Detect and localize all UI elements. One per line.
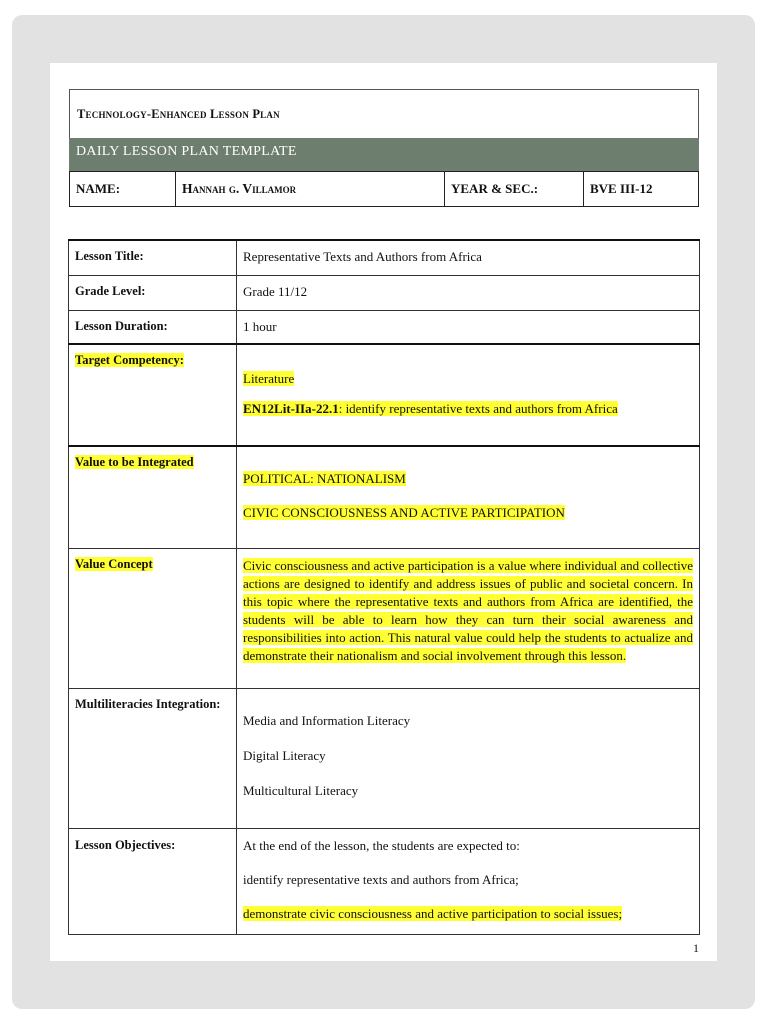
- table-row: [69, 275, 700, 310]
- list-item: Media and Information Literacy: [243, 712, 411, 728]
- grade-level-label: Grade Level:: [69, 275, 237, 310]
- objectives-label: Lesson Objectives:: [69, 828, 237, 934]
- competency-subject: Literature: [243, 371, 295, 386]
- grade-level-value: Grade 11/12: [237, 275, 700, 310]
- duration-value: 1 hour: [237, 310, 700, 344]
- name-value: Hannah g. Villamor: [176, 172, 445, 207]
- table-row: [69, 688, 700, 828]
- table-row: [69, 446, 700, 548]
- name-label: NAME:: [70, 172, 176, 207]
- lesson-table: [68, 239, 700, 935]
- value-civic: CIVIC CONSCIOUSNESS AND ACTIVE PARTICIPATION: [243, 505, 565, 520]
- table-row: [69, 240, 700, 275]
- header-box: [69, 89, 699, 207]
- lesson-title-label: Lesson Title:: [69, 240, 237, 275]
- lesson-plan-subtitle: Technology-Enhanced Lesson Plan: [69, 89, 699, 138]
- name-row: [69, 171, 699, 207]
- table-row: [69, 548, 700, 688]
- duration-label: Lesson Duration:: [69, 310, 237, 344]
- template-band: DAILY LESSON PLAN TEMPLATE: [69, 138, 699, 171]
- competency-code: EN12Lit-IIa-22.1: [243, 401, 339, 416]
- multiliteracies-label: Multiliteracies Integration:: [69, 688, 237, 828]
- year-value: BVE III-12: [584, 172, 699, 207]
- competency-label: Target Competency:: [75, 353, 184, 367]
- page-number: 1: [693, 941, 699, 955]
- list-item: demonstrate civic consciousness and active participation to social issues;: [243, 905, 623, 921]
- objectives-intro: At the end of the lesson, the students are expected to:: [243, 837, 520, 853]
- table-row: [69, 344, 700, 446]
- list-item: Multicultural Literacy: [243, 782, 359, 798]
- value-concept-label: Value Concept: [75, 556, 153, 571]
- value-political: POLITICAL: NATIONALISM: [243, 471, 406, 486]
- competency-text: : identify representative texts and authors from Africa: [338, 401, 618, 416]
- value-integrated-label: Value to be Integrated: [75, 455, 194, 469]
- table-row: [69, 828, 700, 934]
- year-label: YEAR & SEC.:: [445, 172, 584, 207]
- list-item: Digital Literacy: [243, 747, 326, 763]
- lesson-title-value: Representative Texts and Authors from Africa: [237, 240, 700, 275]
- table-row: [69, 310, 700, 344]
- value-concept-text: Civic consciousness and active participation is a value where individual and collective actions are designed to identify and address issues of public and societal concern. In this topic where the representative texts and authors from Africa are identified, the students will be able to learn how they can turn their social awareness and responsibilities into action. This natural value could help the students to actualize and demonstrate their nationalism and social involvement through this lesson.: [243, 557, 693, 663]
- list-item: identify representative texts and authors from Africa;: [243, 871, 519, 887]
